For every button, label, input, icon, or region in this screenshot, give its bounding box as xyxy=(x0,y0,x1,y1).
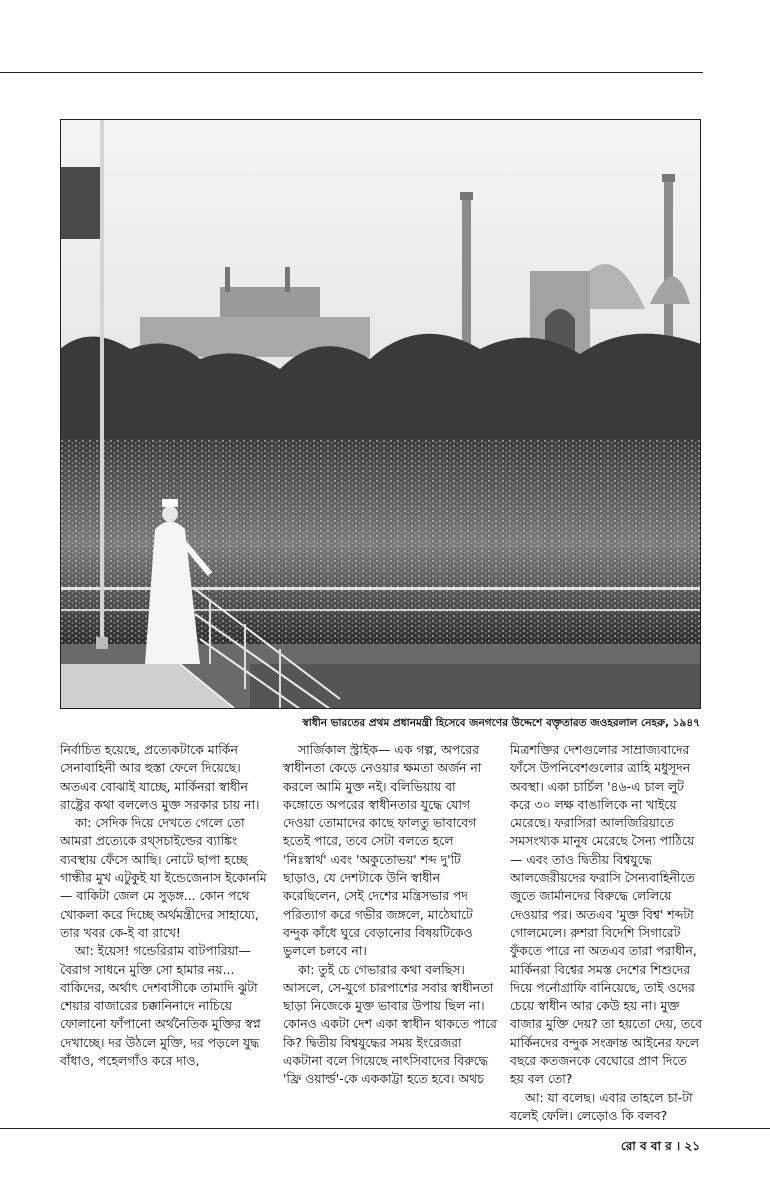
top-rule xyxy=(0,72,703,73)
page-footer: রো ব বা র । ২১ xyxy=(620,1139,700,1153)
paragraph: কা: সেদিক দিয়ে দেখতে গেলে তো আমরা প্রত্যেকে রথ্‌সচাইল্ডের ব্যাঙ্কিং ব্যবস্থায় ফেঁসে আছি। নোটে ছাপা হচ্ছে গান্ধীর মুখ এটুকুই যা ইন্ডেজেনাস ইকোনমি— বাকিটা জেল মে সুড়ঙ্গ... কোন পথে খোকলা করে দিচ্ছে অর্থমন্ত্রীদের সাহায্যে, তার খবর কে-ই বা রাখে! xyxy=(60,815,267,940)
paragraph: মিত্রশক্তির দেশগুলোর সাম্রাজ্যবাদের ফাঁসে উপনিবেশগুলোর ত্রাহি মধুসূদন অবস্থা। একা চার্চিল '৪৬-এ চাল লুট করে ৩০ লক্ষ বাঙালিকে না খাইয়ে মেরেছে। ফরাসিরা আলজিরিয়াতে সমসংখ্যক মানুষ মেরেছে সৈন্য পাঠিয়ে— এবং তাও দ্বিতীয় বিশ্বযুদ্ধে আলজেরীয়দের ফরাসি সৈন্যবাহিনীতে জুতে জার্মানদের বিরুদ্ধে লেলিয়ে দেওয়ার পর। অতএব 'মুক্ত বিশ্ব' শব্দটা গোলমেলে। রুশরা বিদেশি সিগারেট ফুঁকতে পারে না অতএব তারা পরাধীন, মার্কিনরা বিশ্বের সমস্ত দেশের শিশুদের দিয়ে পর্নোগ্রাফি বানিয়েছে, তাই ওদের চেয়ে স্বাধীন আর কেউ হয় না। মুক্ত বাজার মুক্তি দেয়? তা হয়তো দেয়, তবে মার্কিনদের বন্দুক সংক্রান্ত আইনের ফলে বছরে কতজনকে বেঘোরে প্রাণ দিতে হয় বল তো? xyxy=(510,742,703,1087)
paragraph: আ: ইয়েস! গন্ডেরিরাম বাটপারিয়া— বৈরাগ সাধনে মুক্তি সো হামার নয়... বাকিদের, অর্থাৎ দেশবাসীকে তামাদি ঝুটা শেয়ার বাজারের চক্কানিনাদে নাচিয়ে ফোলানো ফাঁপানো অর্থনৈতিক মুক্তির স্বপ্ন দেখাচ্ছে। দর উঠলে মুক্তি, দর পড়লে যুদ্ধ বাঁধাও, পহেলগাঁও করে দাও, xyxy=(60,943,261,1069)
text-column-1 xyxy=(60,741,275,1070)
paragraph: আ: যা বলেছ। এবার তাহলে চা-টা বলেই ফেলি। লেড়োও কি বলব? xyxy=(510,1089,693,1123)
paragraph: সার্জিকাল স্ট্রাইক— এক গল্প, অপরের স্বাধীনতা কেড়ে নেওয়ার ক্ষমতা অর্জন না করলে আমি মুক্ত নই। বলিভিয়ায় বা কঙ্গোতে অপরের স্বাধীনতার যুদ্ধে যোগ দেওয়া তোমাদের কাছে ফালতু ভাবাবেগ হতেই পারে, তবে সেটা বলতে হলে 'নিঃস্বার্থ' এবং 'অকুতোভয়' শব্দ দু'টি ছাড়াও, যে দেশটাকে উনি স্বাধীন করেছিলেন, সেই দেশের মন্ত্রিসভার পদ পরিত্যাগ করে গভীর জঙ্গলে, মাঠেঘাটে বন্দুক কাঁধে ঘুরে বেড়ানোর বিষয়টিকেও ভুললে চলবে না। xyxy=(283,742,482,959)
text-column-3 xyxy=(510,741,702,1125)
bottom-rule xyxy=(0,1128,770,1129)
photo-caption: স্বাধীন ভারতের প্রথম প্রধানমন্ত্রী হিসেবে জনগণের উদ্দেশে বক্তৃতারত জওহরলাল নেহরু, ১৯৪৭ xyxy=(302,717,700,729)
nehru-speech-photo xyxy=(60,119,701,709)
paragraph: নির্বাচিত হয়েছে, প্রত্যেকটাকে মার্কিন সেনাবাহিনী আর হুস্তা ফেলে দিয়েছে। অতএব বোঝাই যাচ্ছে, মার্কিনরা স্বাধীন রাষ্ট্রের কথা বললেও মুক্ত সরকার চায় না। xyxy=(60,742,260,812)
text-column-2 xyxy=(283,741,499,1089)
paragraph: কা: তুই চে গেভারার কথা বলছিস। আসলে, সে-যুগে চারপাশের সবার স্বাধীনতা ছাড়া নিজেকে মুক্ত ভাবার উপায় ছিল না। কোনও একটা দেশ একা স্বাধীন থাকতে পারে কি? দ্বিতীয় বিশ্বযুদ্ধের সময় ইংরেজরা একটানা বলে গিয়েছে নাৎসিবাদের বিরুদ্ধে 'ফ্রি ওয়ার্ল্ড'-কে এককাট্টা হতে হবে। অথচ xyxy=(283,961,497,1087)
